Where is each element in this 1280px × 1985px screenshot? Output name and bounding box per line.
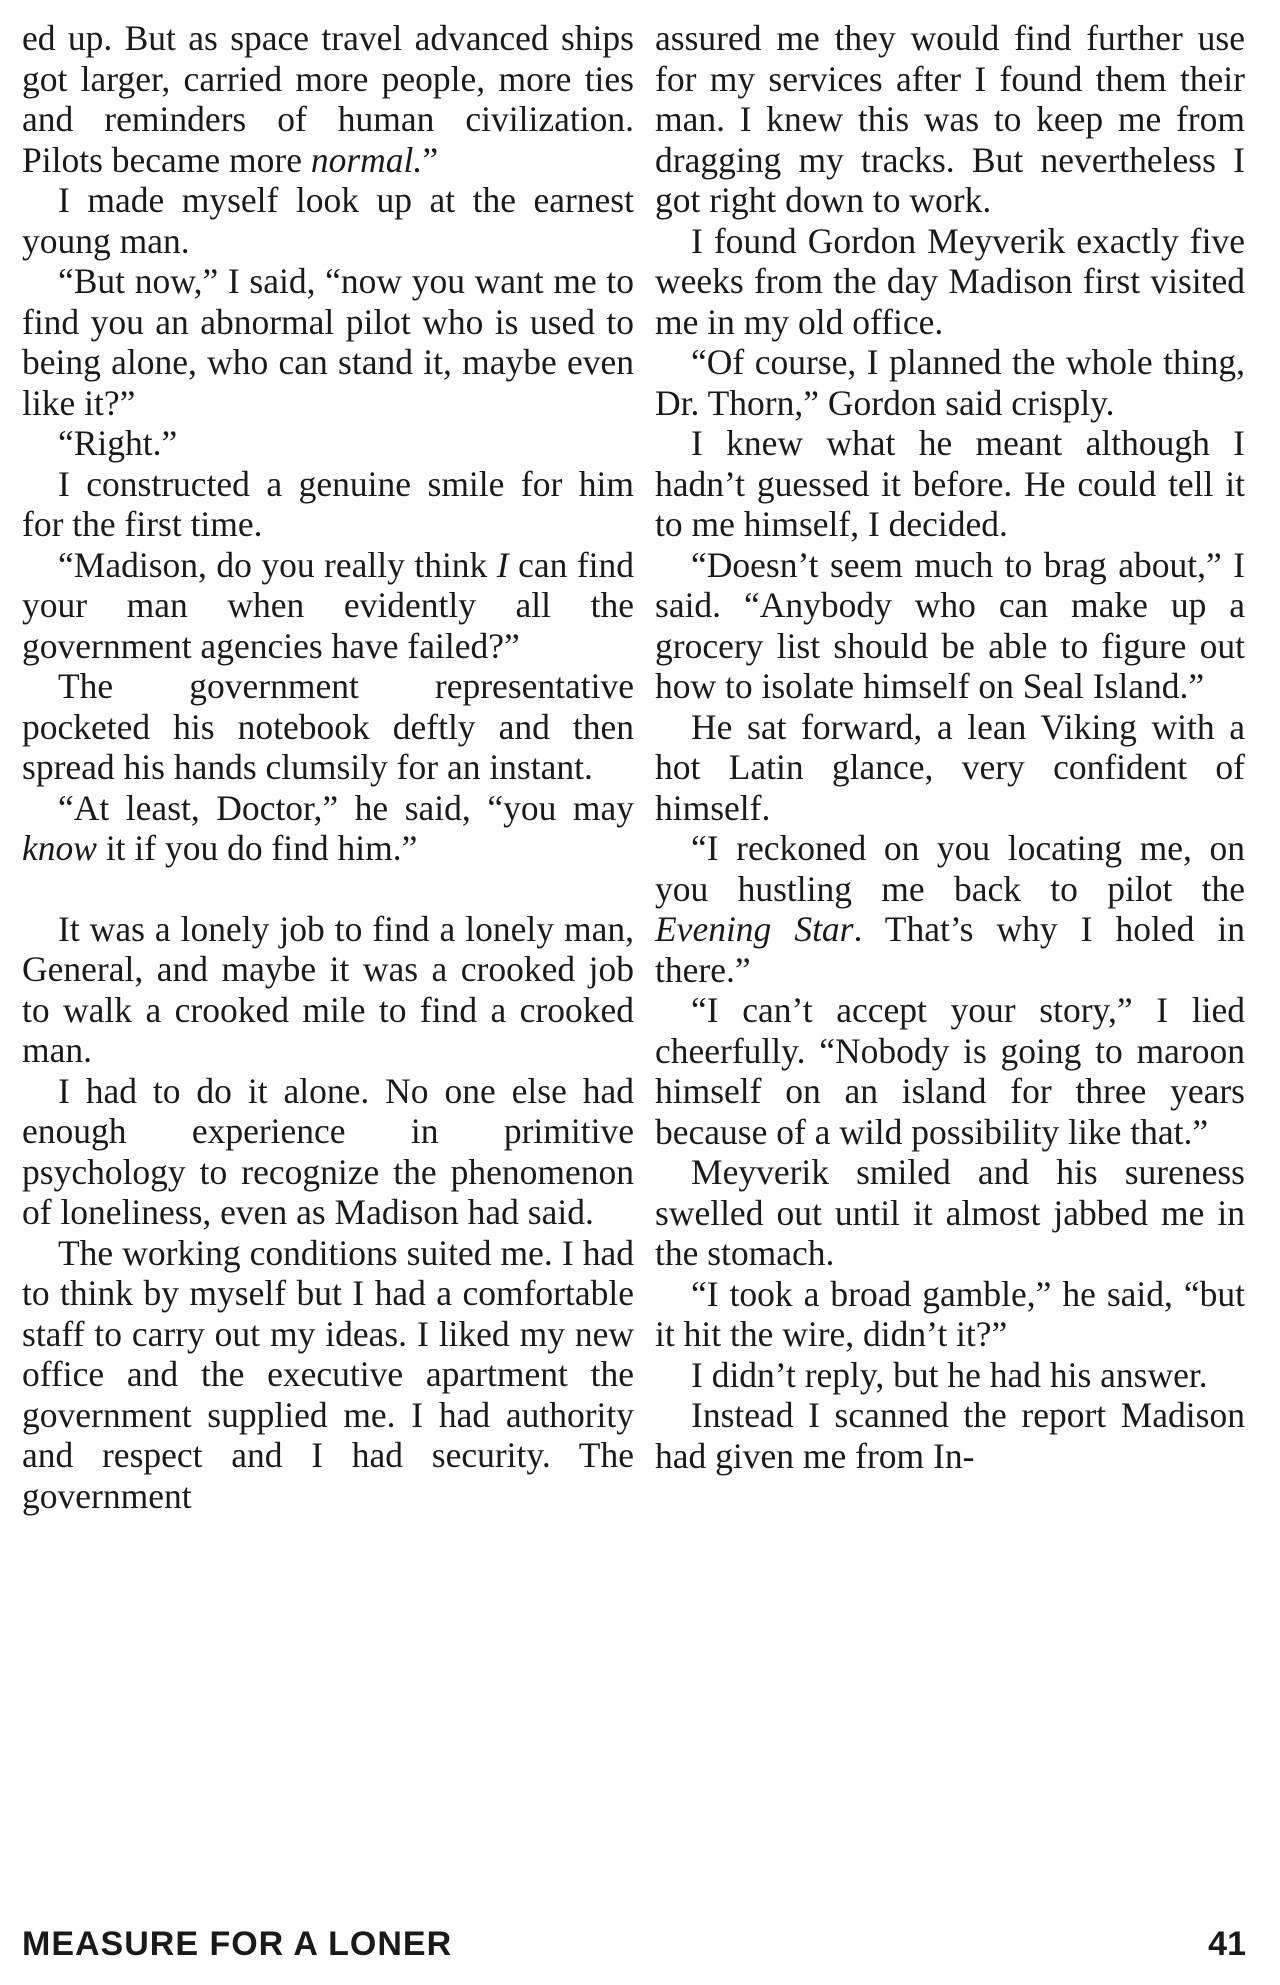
left_column-paragraph-9: It was a lonely job to find a lonely man, General, and maybe it was a crooked job to walk a crooked mile to find a crooked man.: [22, 908, 634, 1070]
left_column-paragraph-10: I had to do it alone. No one else had enough experience in primitive psychology to recognize the phenomenon of loneliness, even as Madison had said.: [22, 1070, 634, 1232]
left_column-paragraph-5: I constructed a genuine smile for him for the first time.: [22, 463, 634, 544]
left_column-paragraph-7: The government representative pocketed his notebook deftly and then spread his hands clumsily for an instant.: [22, 666, 634, 787]
right_column-paragraph-3: “Of course, I planned the whole thing, Dr. Thorn,” Gordon said crisply.: [655, 342, 1245, 423]
left-text-column: [22, 18, 634, 1516]
left_column-paragraph-6: “Madison, do you really think I can find your man when evidently all the government agencies have failed?”: [22, 544, 634, 666]
left_column-paragraph-11: The working conditions suited me. I had to think by myself but I had a comfortable staff to carry out my ideas. I liked my new office and the executive apartment the government supplied me. I had authority and respect and I had security. The government: [22, 1232, 634, 1516]
left_column-paragraph-3: “But now,” I said, “now you want me to find you an abnormal pilot who is used to being alone, who can stand it, maybe even like it?”: [22, 261, 634, 423]
right_column-paragraph-6: He sat forward, a lean Viking with a hot Latin glance, very confident of himself.: [655, 706, 1245, 828]
left_column-paragraph-1: ed up. But as space travel advanced ships got larger, carried more people, more ties and reminders of human civilization. Pilots became more normal.”: [22, 18, 634, 180]
right_column-paragraph-4: I knew what he meant although I hadn’t guessed it before. He could tell it to me himself, I decided.: [655, 423, 1245, 544]
right_column-paragraph-12: Instead I scanned the report Madison had given me from In-: [655, 1395, 1245, 1476]
running-footer-title: MEASURE FOR A LONER: [22, 1925, 453, 1963]
right_column-paragraph-10: “I took a broad gamble,” he said, “but it hit the wire, didn’t it?”: [655, 1273, 1245, 1354]
left_column-paragraph-2: I made myself look up at the earnest young man.: [22, 180, 634, 261]
right_column-paragraph-5: “Doesn’t seem much to brag about,” I said. “Anybody who can make up a grocery list should be able to figure out how to isolate himself on Seal Island.”: [655, 544, 1245, 706]
right_column-paragraph-7: “I reckoned on you locating me, on you hustling me back to pilot the Evening Star. That’s why I holed in there.”: [655, 828, 1245, 990]
right-text-column: [655, 18, 1245, 1476]
page-number: 41: [1208, 1925, 1246, 1963]
right_column-paragraph-11: I didn’t reply, but he had his answer.: [691, 1354, 1208, 1395]
right_column-paragraph-8: “I can’t accept your story,” I lied cheerfully. “Nobody is going to maroon himself on an island for three years because of a wild possibility like that.”: [655, 990, 1245, 1152]
left_column-paragraph-4: “Right.”: [58, 423, 178, 463]
right_column-paragraph-1: assured me they would find further use for my services after I found them their man. I knew this was to keep me from dragging my tracks. But nevertheless I got right down to work.: [655, 18, 1245, 220]
right_column-paragraph-9: Meyverik smiled and his sureness swelled out until it almost jabbed me in the stomach.: [655, 1152, 1245, 1273]
left_column-paragraph-8: “At least, Doctor,” he said, “you may know it if you do find him.”: [22, 787, 634, 868]
right_column-paragraph-2: I found Gordon Meyverik exactly five weeks from the day Madison first visited me in my old office.: [655, 220, 1245, 342]
